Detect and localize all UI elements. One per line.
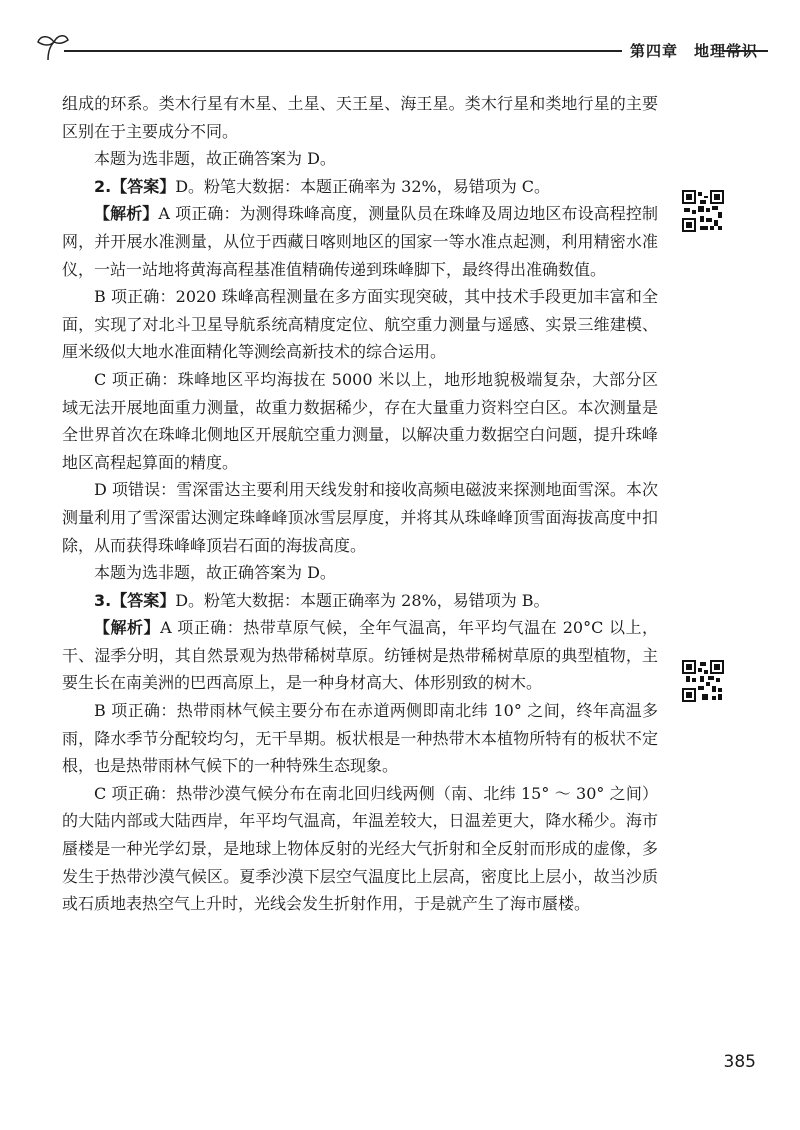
analysis-3: 【解析】A 项正确：热带草原气候，全年气温高，年平均气温在 20°C 以上，干、湿季分明，其自然景观为热带稀树草原。纺锤树是热带稀树草原的典型植物，主要生长在南美洲的巴西高原上，是一种身材高大、体形别致的树木。: [62, 618, 658, 693]
paragraph: C 项正确：珠峰地区平均海拔在 5000 米以上，地形地貌极端复杂，大部分区域无法开展地面重力测量，故重力数据稀少，存在大量重力资料空白区。本次测量是全世界首次在珠峰北侧地区开展航空重力测量，以解决重力数据空白问题，提升珠峰地区高程起算面的精度。: [62, 369, 658, 472]
answer-tag: 3.【答案】: [94, 590, 176, 610]
answer-tag: 2.【答案】: [94, 176, 176, 196]
body-text: [62, 90, 658, 918]
answer-3: 3.【答案】D。粉笔大数据：本题正确率为 28%，易错项为 B。: [94, 590, 550, 610]
paragraph: D 项错误：雪深雷达主要利用天线发射和接收高频电磁波来探测地面雪深。本次测量利用了雪深雷达测定珠峰峰顶冰雪层厚度，并将其从珠峰峰顶雪面海拔高度中扣除，从而获得珠峰峰顶岩石面的海拔高度。: [62, 480, 658, 555]
qr-code-icon: [682, 660, 724, 702]
paragraph: B 项正确：热带雨林气候主要分布在赤道两侧即南北纬 10° 之间，终年高温多雨，降水季节分配较均匀，无干旱期。板状根是一种热带木本植物所特有的板状不定根，也是热带雨林气候下的一种特殊生态现象。: [62, 701, 658, 776]
paragraph: C 项正确：热带沙漠气候分布在南北回归线两侧（南、北纬 15° ～ 30° 之间）的大陆内部或大陆西岸，年平均气温高，年温差较大，日温差更大，降水稀少。海市蜃楼是一种光学幻景，是地球上物体反射的光经大气折射和全反射而形成的虚像，多发生于热带沙漠气候区。夏季沙漠下层空气温度比上层高，密度比上层小，故当沙质或石质地表热空气上升时，光线会发生折射作用，于是就产生了海市蜃楼。: [62, 783, 658, 914]
page-header: [34, 28, 768, 68]
analysis-tag: 【解析】: [94, 618, 161, 638]
sprout-icon: [34, 30, 74, 64]
qr-code-icon[interactable]: [682, 190, 724, 232]
paragraph: 本题为选非题，故正确答案为 D。: [94, 149, 336, 169]
analysis-2: 【解析】A 项正确：为测得珠峰高度，测量队员在珠峰及周边地区布设高程控制网，并开展水准测量，从位于西藏日喀则地区的国家一等水准点起测，利用精密水准仪，一站一站地将黄海高程基准值精确传递到珠峰脚下，最终得出准确数值。: [62, 204, 658, 279]
qr-code-icon[interactable]: [682, 660, 724, 702]
answer-2: 2.【答案】D。粉笔大数据：本题正确率为 32%，易错项为 C。: [94, 176, 551, 196]
qr-code-icon: [682, 190, 724, 232]
analysis-tag: 【解析】: [94, 204, 159, 224]
page-number: 385: [723, 1052, 756, 1072]
paragraph: 组成的环系。类木行星有木星、土星、天王星、海王星。类木行星和类地行星的主要区别在于主要成分不同。: [62, 94, 658, 141]
paragraph: 本题为选非题，故正确答案为 D。: [94, 563, 336, 583]
paragraph: B 项正确：2020 珠峰高程测量在多方面实现突破，其中技术手段更加丰富和全面，实现了对北斗卫星导航系统高精度定位、航空重力测量与遥感、实景三维建模、厘米级似大地水准面精化等测绘高新技术的综合运用。: [62, 287, 658, 362]
chapter-title: 第四章 地理常识: [630, 42, 759, 60]
header-rule-left: [64, 50, 622, 52]
header-rule-right: [722, 50, 768, 52]
